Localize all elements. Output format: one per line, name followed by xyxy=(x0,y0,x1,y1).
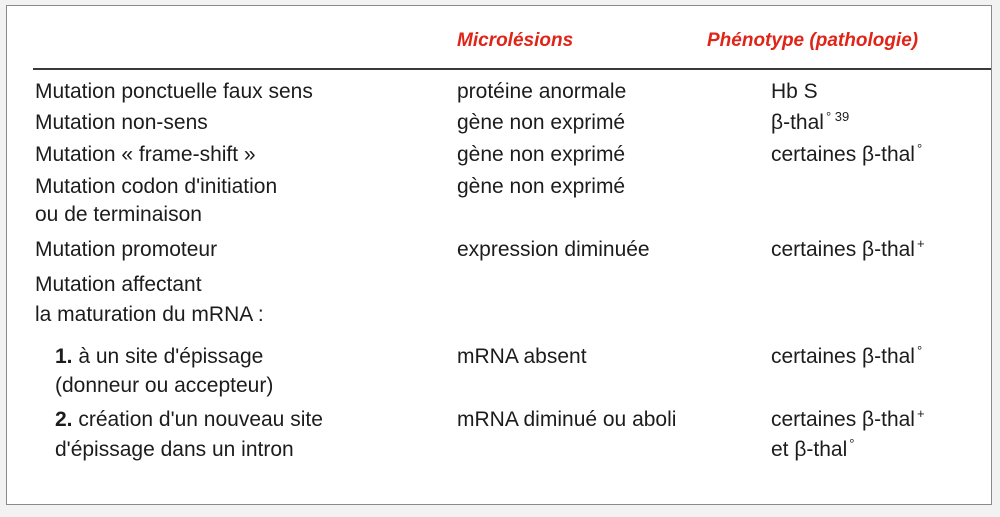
row-mutation-line2: d'épissage dans un intron xyxy=(55,438,294,461)
row-effect: gène non exprimé xyxy=(457,175,626,198)
item-number: 1. xyxy=(55,345,73,368)
row-effect: mRNA diminué ou aboli xyxy=(457,408,677,431)
row-mutation: 2. création d'un nouveau site xyxy=(55,408,323,431)
phenotype-superscript: ° xyxy=(916,141,923,156)
phenotype-superscript: + xyxy=(916,236,925,251)
row-mutation-line2: ou de terminaison xyxy=(35,203,202,226)
row-phenotype-line2: et β-thal ° xyxy=(771,436,855,461)
row-mutation: Mutation non-sens xyxy=(35,111,208,134)
row-phenotype: certaines β-thal ° xyxy=(771,343,923,368)
row-phenotype: Hb S xyxy=(771,80,818,103)
item-number: 2. xyxy=(55,408,73,431)
row-mutation-line2: la maturation du mRNA : xyxy=(35,303,264,326)
row-phenotype: certaines β-thal + xyxy=(771,236,925,261)
row-effect: expression diminuée xyxy=(457,238,650,261)
header-phenotype: Phénotype (pathologie) xyxy=(707,30,919,51)
row-effect: gène non exprimé xyxy=(457,143,626,166)
row-mutation: Mutation codon d'initiation xyxy=(35,175,278,198)
row-mutation: 1. à un site d'épissage xyxy=(55,345,264,368)
row-phenotype: certaines β-thal ° xyxy=(771,141,923,166)
row-effect: protéine anormale xyxy=(457,80,627,103)
phenotype-superscript: ° xyxy=(916,343,923,358)
row-mutation: Mutation « frame-shift » xyxy=(35,143,256,166)
row-mutation: Mutation ponctuelle faux sens xyxy=(35,80,313,103)
header-rule xyxy=(33,68,991,70)
row-effect: mRNA absent xyxy=(457,345,587,368)
table-frame xyxy=(6,5,992,505)
row-mutation-line2: (donneur ou accepteur) xyxy=(55,374,274,397)
header-microlesions: Microlésions xyxy=(457,30,574,51)
row-mutation: Mutation promoteur xyxy=(35,238,218,261)
phenotype-superscript: ° 39 xyxy=(825,109,850,124)
row-phenotype: β-thal $^{^\circ 39}$ xyxy=(771,109,850,134)
row-phenotype: certaines β-thal + xyxy=(771,406,925,431)
phenotype-superscript: + xyxy=(916,406,925,421)
phenotype-superscript: ° xyxy=(849,436,855,451)
row-mutation: Mutation affectant xyxy=(35,273,202,296)
row-effect: gène non exprimé xyxy=(457,111,626,134)
